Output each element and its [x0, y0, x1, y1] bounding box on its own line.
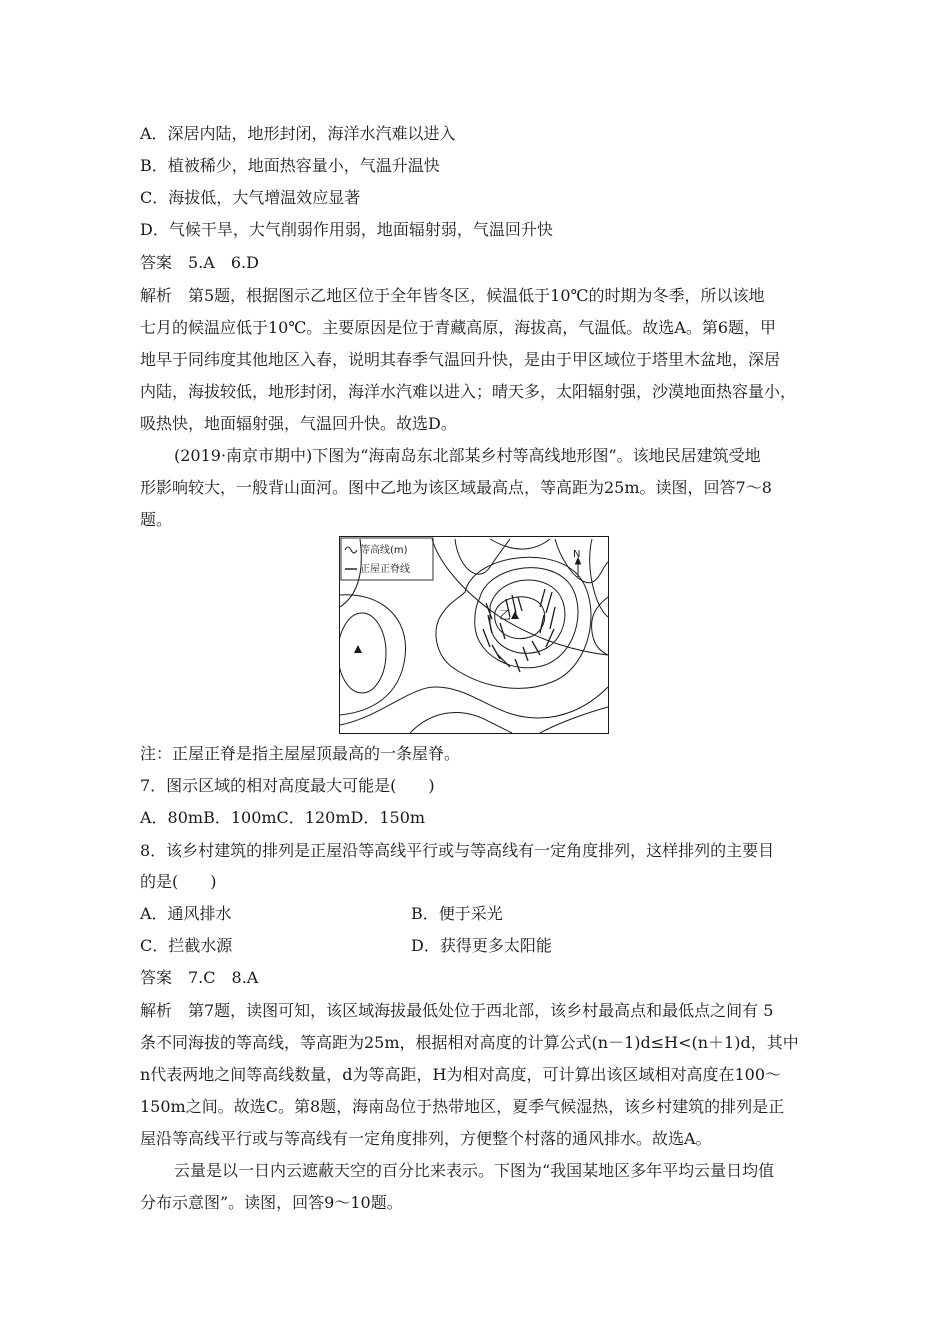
figure-note: 注：正屋正脊是指主屋屋顶最高的一条屋脊。: [140, 744, 461, 763]
peak-icon: [354, 645, 362, 653]
contour-line: [340, 595, 406, 715]
analysis-7-8-line: 屋沿等高线平行或与等高线有一定角度排列，方便整个村落的通风排水。故选A。: [140, 1129, 712, 1148]
answer-5-6: 答案 5.A 6.D: [140, 253, 259, 272]
contour-line: [590, 539, 608, 617]
analysis-7-8-line: 解析 第7题，读图可知，该区域海拔最低处位于西北部，该乡村最高点和最低点之间有 5: [140, 1001, 774, 1020]
contour-line: [410, 712, 512, 733]
intro-9-10-line: 分布示意图”。读图，回答9～10题。: [140, 1193, 403, 1212]
intro-9-10-line: 云量是以一日内云遮蔽天空的百分比来表示。下图为“我国某地区多年平均云量日均值: [174, 1161, 775, 1180]
q8-option-b: B．便于采光: [411, 904, 503, 923]
q8-option-d: D．获得更多太阳能: [411, 936, 552, 955]
q6-option-d: D．气候干旱，大气削弱作用弱，地面辐射弱，气温回升快: [140, 220, 553, 239]
peak-icon: [511, 611, 519, 619]
analysis-5-6-line: 吸热快，地面辐射强，气温回升快。故选D。: [140, 414, 457, 433]
q6-option-c: C．海拔低，大气增温效应显著: [140, 188, 361, 207]
contour-map-figure: [339, 536, 609, 734]
analysis-7-8-line: 150m之间。故选C。第8题，海南岛位于热带地区，夏季气候湿热，该乡村建筑的排列是正: [140, 1097, 785, 1116]
answer-7-8: 答案 7.C 8.A: [140, 968, 259, 987]
q8-stem-line1: 8．该乡村建筑的排列是正屋沿等高线平行或与等高线有一定角度排列，这样排列的主要目: [140, 841, 775, 860]
legend-contour-label: 等高线(m): [360, 545, 408, 556]
q7-stem: 7．图示区域的相对高度最大可能是( ): [140, 776, 435, 795]
yi-label: 乙: [499, 608, 512, 622]
q7-options: A．80mB．100mC．120mD．150m: [140, 808, 426, 827]
contour-line: [340, 687, 608, 725]
analysis-5-6-line: 解析 第5题，根据图示乙地区位于全年皆冬区，候温低于10℃的时期为冬季，所以该地: [140, 286, 765, 305]
analysis-5-6-line: 地早于同纬度其他地区入春，说明其春季气温回升快，是由于甲区域位于塔里木盆地，深居: [140, 350, 781, 369]
q8-option-a: A．通风排水: [140, 904, 232, 923]
intro-7-8-line: (2019·南京市期中)下图为“海南岛东北部某乡村等高线地形图”。该地民居建筑受地: [174, 446, 761, 465]
intro-7-8-line: 题。: [140, 510, 173, 529]
q6-option-b: B．植被稀少，地面热容量小，气温升温快: [140, 156, 440, 175]
analysis-5-6-line: 内陆，海拔较低，地形封闭，海洋水汽难以进入；晴天多，太阳辐射强，沙漠地面热容量小，: [140, 382, 797, 401]
legend-ridge-label: 正屋正脊线: [360, 564, 410, 575]
contour-line: [455, 539, 510, 574]
intro-7-8-line: 形影响较大，一般背山面河。图中乙地为该区域最高点，等高距为25m。读图，回答7～8: [140, 478, 772, 497]
contour-line: [340, 613, 386, 693]
q8-option-c: C．拦截水源: [140, 936, 233, 955]
contour-map: [340, 537, 608, 733]
analysis-7-8-line: 条不同海拔的等高线，等高距为25m，根据相对高度的计算公式(n－1)d≤H<(n＋1)d，其中: [140, 1033, 799, 1052]
contour-line: [555, 539, 608, 583]
contour-line: [490, 539, 550, 549]
q6-option-a: A．深居内陆，地形封闭，海洋水汽难以进入: [140, 124, 456, 143]
contour-line: [436, 557, 591, 688]
north-label: N: [573, 549, 581, 560]
ridge-lines: [483, 589, 555, 672]
q8-stem-line2: 的是( ): [140, 872, 217, 891]
analysis-5-6-line: 七月的候温应低于10℃。主要原因是位于青藏高原，海拔高，气温低。故选A。第6题，甲: [140, 318, 776, 337]
analysis-7-8-line: n代表两地之间等高线数量，d为等高距，H为相对高度，可计算出该区域相对高度在100～: [140, 1065, 782, 1084]
